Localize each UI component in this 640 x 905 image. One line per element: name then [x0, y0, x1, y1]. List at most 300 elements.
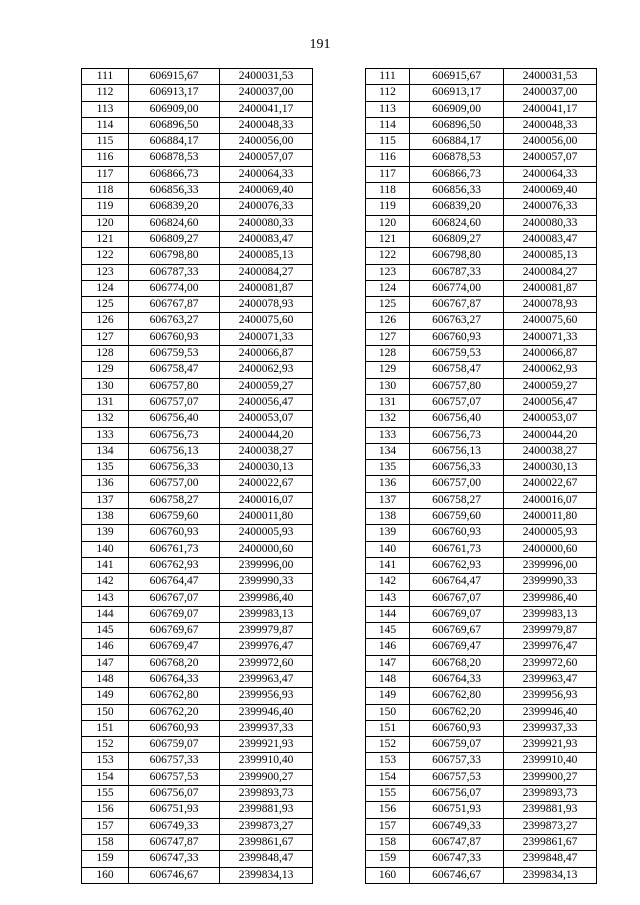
right-point-number-cell: 117	[366, 166, 410, 182]
right-x-coordinate-cell: 606763,27	[410, 313, 504, 329]
table-row	[82, 183, 597, 199]
left-point-number-cell: 150	[82, 704, 129, 720]
left-point-number-cell: 120	[82, 215, 129, 231]
column-gap	[313, 183, 366, 199]
right-y-coordinate-cell: 2399956,93	[504, 688, 597, 704]
left-x-coordinate-cell: 606749,33	[129, 818, 220, 834]
left-point-number-cell: 130	[82, 378, 129, 394]
left-x-coordinate-cell: 606760,93	[129, 720, 220, 736]
left-x-coordinate-cell: 606759,53	[129, 346, 220, 362]
table-row	[82, 378, 597, 394]
left-x-coordinate-cell: 606760,93	[129, 329, 220, 345]
right-x-coordinate-cell: 606760,93	[410, 720, 504, 736]
table-row	[82, 476, 597, 492]
table-row	[82, 525, 597, 541]
left-y-coordinate-cell: 2399946,40	[220, 704, 313, 720]
right-point-number-cell: 121	[366, 231, 410, 247]
left-y-coordinate-cell: 2400064,33	[220, 166, 313, 182]
right-x-coordinate-cell: 606839,20	[410, 199, 504, 215]
left-y-coordinate-cell: 2400037,00	[220, 85, 313, 101]
right-x-coordinate-cell: 606756,33	[410, 460, 504, 476]
left-point-number-cell: 128	[82, 346, 129, 362]
left-x-coordinate-cell: 606757,80	[129, 378, 220, 394]
left-x-coordinate-cell: 606769,47	[129, 639, 220, 655]
right-x-coordinate-cell: 606915,67	[410, 69, 504, 85]
column-gap	[313, 704, 366, 720]
left-x-coordinate-cell: 606757,53	[129, 769, 220, 785]
right-point-number-cell: 133	[366, 427, 410, 443]
right-y-coordinate-cell: 2399881,93	[504, 802, 597, 818]
right-x-coordinate-cell: 606756,40	[410, 411, 504, 427]
column-gap	[313, 867, 366, 883]
right-y-coordinate-cell: 2400083,47	[504, 231, 597, 247]
column-gap	[313, 557, 366, 573]
right-x-coordinate-cell: 606824,60	[410, 215, 504, 231]
left-point-number-cell: 141	[82, 557, 129, 573]
column-gap	[313, 378, 366, 394]
left-x-coordinate-cell: 606761,73	[129, 541, 220, 557]
left-x-coordinate-cell: 606909,00	[129, 101, 220, 117]
left-y-coordinate-cell: 2400016,07	[220, 492, 313, 508]
column-gap	[313, 101, 366, 117]
right-y-coordinate-cell: 2400080,33	[504, 215, 597, 231]
right-y-coordinate-cell: 2399910,40	[504, 753, 597, 769]
left-y-coordinate-cell: 2400053,07	[220, 411, 313, 427]
table-row	[82, 297, 597, 313]
left-x-coordinate-cell: 606757,33	[129, 753, 220, 769]
table-row	[82, 720, 597, 736]
right-x-coordinate-cell: 606759,53	[410, 346, 504, 362]
left-x-coordinate-cell: 606751,93	[129, 802, 220, 818]
column-gap	[313, 85, 366, 101]
right-x-coordinate-cell: 606757,33	[410, 753, 504, 769]
table-row	[82, 150, 597, 166]
right-point-number-cell: 111	[366, 69, 410, 85]
left-x-coordinate-cell: 606764,47	[129, 574, 220, 590]
right-point-number-cell: 134	[366, 443, 410, 459]
table-row	[82, 639, 597, 655]
right-point-number-cell: 131	[366, 394, 410, 410]
right-y-coordinate-cell: 2400062,93	[504, 362, 597, 378]
left-point-number-cell: 111	[82, 69, 129, 85]
right-y-coordinate-cell: 2400038,27	[504, 443, 597, 459]
table-row	[82, 557, 597, 573]
right-point-number-cell: 135	[366, 460, 410, 476]
left-point-number-cell: 138	[82, 509, 129, 525]
right-y-coordinate-cell: 2400030,13	[504, 460, 597, 476]
right-y-coordinate-cell: 2399900,27	[504, 769, 597, 785]
left-x-coordinate-cell: 606787,33	[129, 264, 220, 280]
left-x-coordinate-cell: 606762,93	[129, 557, 220, 573]
right-point-number-cell: 146	[366, 639, 410, 655]
right-y-coordinate-cell: 2399937,33	[504, 720, 597, 736]
column-gap	[313, 69, 366, 85]
right-point-number-cell: 158	[366, 834, 410, 850]
table-row	[82, 786, 597, 802]
right-y-coordinate-cell: 2400081,87	[504, 280, 597, 296]
left-x-coordinate-cell: 606746,67	[129, 867, 220, 883]
right-x-coordinate-cell: 606747,87	[410, 834, 504, 850]
column-gap	[313, 802, 366, 818]
column-gap	[313, 639, 366, 655]
right-x-coordinate-cell: 606757,07	[410, 394, 504, 410]
right-x-coordinate-cell: 606767,87	[410, 297, 504, 313]
left-y-coordinate-cell: 2400062,93	[220, 362, 313, 378]
left-y-coordinate-cell: 2400078,93	[220, 297, 313, 313]
table-row	[82, 443, 597, 459]
right-x-coordinate-cell: 606787,33	[410, 264, 504, 280]
column-gap	[313, 737, 366, 753]
right-x-coordinate-cell: 606764,33	[410, 671, 504, 687]
right-point-number-cell: 132	[366, 411, 410, 427]
right-x-coordinate-cell: 606751,93	[410, 802, 504, 818]
right-x-coordinate-cell: 606758,27	[410, 492, 504, 508]
left-point-number-cell: 144	[82, 606, 129, 622]
right-x-coordinate-cell: 606757,53	[410, 769, 504, 785]
left-point-number-cell: 148	[82, 671, 129, 687]
right-point-number-cell: 147	[366, 655, 410, 671]
table-row	[82, 492, 597, 508]
column-gap	[313, 688, 366, 704]
right-x-coordinate-cell: 606747,33	[410, 851, 504, 867]
left-y-coordinate-cell: 2400059,27	[220, 378, 313, 394]
left-point-number-cell: 132	[82, 411, 129, 427]
right-point-number-cell: 151	[366, 720, 410, 736]
column-gap	[313, 476, 366, 492]
table-row	[82, 769, 597, 785]
right-y-coordinate-cell: 2400084,27	[504, 264, 597, 280]
right-point-number-cell: 120	[366, 215, 410, 231]
left-y-coordinate-cell: 2399983,13	[220, 606, 313, 622]
column-gap	[313, 574, 366, 590]
left-y-coordinate-cell: 2400041,17	[220, 101, 313, 117]
right-y-coordinate-cell: 2400076,33	[504, 199, 597, 215]
right-point-number-cell: 160	[366, 867, 410, 883]
column-gap	[313, 655, 366, 671]
left-y-coordinate-cell: 2399848,47	[220, 851, 313, 867]
left-y-coordinate-cell: 2399881,93	[220, 802, 313, 818]
left-point-number-cell: 152	[82, 737, 129, 753]
table-row	[82, 231, 597, 247]
right-x-coordinate-cell: 606760,93	[410, 329, 504, 345]
table-row	[82, 590, 597, 606]
right-y-coordinate-cell: 2400057,07	[504, 150, 597, 166]
right-point-number-cell: 136	[366, 476, 410, 492]
column-gap	[313, 720, 366, 736]
right-x-coordinate-cell: 606909,00	[410, 101, 504, 117]
column-gap	[313, 427, 366, 443]
right-y-coordinate-cell: 2400078,93	[504, 297, 597, 313]
table-row	[82, 117, 597, 133]
left-x-coordinate-cell: 606757,00	[129, 476, 220, 492]
table-row	[82, 671, 597, 687]
left-x-coordinate-cell: 606866,73	[129, 166, 220, 182]
right-x-coordinate-cell: 606756,07	[410, 786, 504, 802]
left-x-coordinate-cell: 606756,07	[129, 786, 220, 802]
coordinates-table	[81, 68, 597, 884]
column-gap	[313, 834, 366, 850]
right-point-number-cell: 116	[366, 150, 410, 166]
column-gap	[313, 150, 366, 166]
table-row	[82, 69, 597, 85]
left-x-coordinate-cell: 606768,20	[129, 655, 220, 671]
table-row	[82, 737, 597, 753]
left-point-number-cell: 121	[82, 231, 129, 247]
left-point-number-cell: 133	[82, 427, 129, 443]
column-gap	[313, 280, 366, 296]
left-point-number-cell: 124	[82, 280, 129, 296]
left-x-coordinate-cell: 606769,67	[129, 623, 220, 639]
left-point-number-cell: 115	[82, 134, 129, 150]
table-row	[82, 753, 597, 769]
right-x-coordinate-cell: 606809,27	[410, 231, 504, 247]
left-x-coordinate-cell: 606762,80	[129, 688, 220, 704]
table-row	[82, 215, 597, 231]
left-x-coordinate-cell: 606763,27	[129, 313, 220, 329]
column-gap	[313, 509, 366, 525]
column-gap	[313, 134, 366, 150]
right-x-coordinate-cell: 606762,93	[410, 557, 504, 573]
left-point-number-cell: 125	[82, 297, 129, 313]
left-y-coordinate-cell: 2400057,07	[220, 150, 313, 166]
right-point-number-cell: 144	[366, 606, 410, 622]
column-gap	[313, 411, 366, 427]
left-point-number-cell: 117	[82, 166, 129, 182]
table-row	[82, 460, 597, 476]
right-x-coordinate-cell: 606756,73	[410, 427, 504, 443]
table-row	[82, 85, 597, 101]
right-point-number-cell: 143	[366, 590, 410, 606]
left-x-coordinate-cell: 606767,87	[129, 297, 220, 313]
right-x-coordinate-cell: 606764,47	[410, 574, 504, 590]
table-row	[82, 851, 597, 867]
left-x-coordinate-cell: 606758,47	[129, 362, 220, 378]
left-y-coordinate-cell: 2400069,40	[220, 183, 313, 199]
left-point-number-cell: 112	[82, 85, 129, 101]
left-x-coordinate-cell: 606839,20	[129, 199, 220, 215]
right-y-coordinate-cell: 2400056,47	[504, 394, 597, 410]
right-x-coordinate-cell: 606757,00	[410, 476, 504, 492]
left-point-number-cell: 116	[82, 150, 129, 166]
right-y-coordinate-cell: 2400011,80	[504, 509, 597, 525]
right-x-coordinate-cell: 606913,17	[410, 85, 504, 101]
left-y-coordinate-cell: 2399963,47	[220, 671, 313, 687]
left-x-coordinate-cell: 606878,53	[129, 150, 220, 166]
table-row	[82, 346, 597, 362]
right-y-coordinate-cell: 2400053,07	[504, 411, 597, 427]
left-x-coordinate-cell: 606809,27	[129, 231, 220, 247]
left-point-number-cell: 136	[82, 476, 129, 492]
left-point-number-cell: 159	[82, 851, 129, 867]
column-gap	[313, 525, 366, 541]
column-gap	[313, 623, 366, 639]
column-gap	[313, 818, 366, 834]
left-y-coordinate-cell: 2400083,47	[220, 231, 313, 247]
left-x-coordinate-cell: 606747,87	[129, 834, 220, 850]
right-y-coordinate-cell: 2399861,67	[504, 834, 597, 850]
left-y-coordinate-cell: 2399921,93	[220, 737, 313, 753]
left-point-number-cell: 139	[82, 525, 129, 541]
column-gap	[313, 671, 366, 687]
right-x-coordinate-cell: 606769,67	[410, 623, 504, 639]
left-y-coordinate-cell: 2400076,33	[220, 199, 313, 215]
left-x-coordinate-cell: 606896,50	[129, 117, 220, 133]
right-x-coordinate-cell: 606762,80	[410, 688, 504, 704]
left-y-coordinate-cell: 2399979,87	[220, 623, 313, 639]
left-point-number-cell: 113	[82, 101, 129, 117]
left-y-coordinate-cell: 2399956,93	[220, 688, 313, 704]
table-row	[82, 509, 597, 525]
right-x-coordinate-cell: 606759,07	[410, 737, 504, 753]
right-y-coordinate-cell: 2399990,33	[504, 574, 597, 590]
right-y-coordinate-cell: 2400056,00	[504, 134, 597, 150]
right-point-number-cell: 157	[366, 818, 410, 834]
table-row	[82, 427, 597, 443]
right-y-coordinate-cell: 2400000,60	[504, 541, 597, 557]
right-y-coordinate-cell: 2399979,87	[504, 623, 597, 639]
left-point-number-cell: 160	[82, 867, 129, 883]
left-point-number-cell: 156	[82, 802, 129, 818]
right-y-coordinate-cell: 2400075,60	[504, 313, 597, 329]
right-y-coordinate-cell: 2400071,33	[504, 329, 597, 345]
right-point-number-cell: 140	[366, 541, 410, 557]
left-x-coordinate-cell: 606762,20	[129, 704, 220, 720]
right-y-coordinate-cell: 2399893,73	[504, 786, 597, 802]
right-point-number-cell: 122	[366, 248, 410, 264]
right-point-number-cell: 159	[366, 851, 410, 867]
right-y-coordinate-cell: 2400031,53	[504, 69, 597, 85]
left-x-coordinate-cell: 606759,60	[129, 509, 220, 525]
right-x-coordinate-cell: 606746,67	[410, 867, 504, 883]
right-y-coordinate-cell: 2400085,13	[504, 248, 597, 264]
right-y-coordinate-cell: 2399972,60	[504, 655, 597, 671]
right-x-coordinate-cell: 606774,00	[410, 280, 504, 296]
column-gap	[313, 329, 366, 345]
left-y-coordinate-cell: 2400048,33	[220, 117, 313, 133]
left-y-coordinate-cell: 2399990,33	[220, 574, 313, 590]
left-x-coordinate-cell: 606769,07	[129, 606, 220, 622]
right-x-coordinate-cell: 606768,20	[410, 655, 504, 671]
left-y-coordinate-cell: 2400005,93	[220, 525, 313, 541]
right-point-number-cell: 125	[366, 297, 410, 313]
left-point-number-cell: 131	[82, 394, 129, 410]
right-point-number-cell: 154	[366, 769, 410, 785]
left-point-number-cell: 151	[82, 720, 129, 736]
table-row	[82, 655, 597, 671]
left-point-number-cell: 137	[82, 492, 129, 508]
column-gap	[313, 362, 366, 378]
table-row	[82, 101, 597, 117]
left-point-number-cell: 158	[82, 834, 129, 850]
table-row	[82, 541, 597, 557]
table-row	[82, 329, 597, 345]
left-point-number-cell: 129	[82, 362, 129, 378]
left-point-number-cell: 143	[82, 590, 129, 606]
column-gap	[313, 541, 366, 557]
column-gap	[313, 248, 366, 264]
right-point-number-cell: 138	[366, 509, 410, 525]
left-x-coordinate-cell: 606756,40	[129, 411, 220, 427]
left-point-number-cell: 140	[82, 541, 129, 557]
right-y-coordinate-cell: 2400044,20	[504, 427, 597, 443]
right-y-coordinate-cell: 2399976,47	[504, 639, 597, 655]
left-point-number-cell: 114	[82, 117, 129, 133]
right-y-coordinate-cell: 2399873,27	[504, 818, 597, 834]
left-y-coordinate-cell: 2399893,73	[220, 786, 313, 802]
right-point-number-cell: 118	[366, 183, 410, 199]
left-x-coordinate-cell: 606756,73	[129, 427, 220, 443]
right-y-coordinate-cell: 2400037,00	[504, 85, 597, 101]
right-y-coordinate-cell: 2400059,27	[504, 378, 597, 394]
right-point-number-cell: 123	[366, 264, 410, 280]
right-y-coordinate-cell: 2400022,67	[504, 476, 597, 492]
column-gap	[313, 117, 366, 133]
column-gap	[313, 215, 366, 231]
left-point-number-cell: 147	[82, 655, 129, 671]
left-y-coordinate-cell: 2400081,87	[220, 280, 313, 296]
left-y-coordinate-cell: 2400085,13	[220, 248, 313, 264]
right-x-coordinate-cell: 606767,07	[410, 590, 504, 606]
left-point-number-cell: 118	[82, 183, 129, 199]
column-gap	[313, 851, 366, 867]
column-gap	[313, 199, 366, 215]
column-gap	[313, 786, 366, 802]
column-gap	[313, 460, 366, 476]
right-y-coordinate-cell: 2400041,17	[504, 101, 597, 117]
column-gap	[313, 394, 366, 410]
left-y-coordinate-cell: 2400066,87	[220, 346, 313, 362]
right-x-coordinate-cell: 606749,33	[410, 818, 504, 834]
right-y-coordinate-cell: 2399921,93	[504, 737, 597, 753]
table-row	[82, 623, 597, 639]
left-y-coordinate-cell: 2400022,67	[220, 476, 313, 492]
left-x-coordinate-cell: 606756,33	[129, 460, 220, 476]
table-row	[82, 248, 597, 264]
table-row	[82, 411, 597, 427]
right-x-coordinate-cell: 606762,20	[410, 704, 504, 720]
left-point-number-cell: 157	[82, 818, 129, 834]
left-y-coordinate-cell: 2400075,60	[220, 313, 313, 329]
left-point-number-cell: 145	[82, 623, 129, 639]
table-row	[82, 574, 597, 590]
left-point-number-cell: 149	[82, 688, 129, 704]
left-x-coordinate-cell: 606824,60	[129, 215, 220, 231]
left-y-coordinate-cell: 2399976,47	[220, 639, 313, 655]
right-point-number-cell: 139	[366, 525, 410, 541]
right-point-number-cell: 155	[366, 786, 410, 802]
left-y-coordinate-cell: 2399972,60	[220, 655, 313, 671]
left-point-number-cell: 154	[82, 769, 129, 785]
column-gap	[313, 231, 366, 247]
right-point-number-cell: 113	[366, 101, 410, 117]
left-y-coordinate-cell: 2400080,33	[220, 215, 313, 231]
right-y-coordinate-cell: 2399963,47	[504, 671, 597, 687]
right-point-number-cell: 150	[366, 704, 410, 720]
left-point-number-cell: 126	[82, 313, 129, 329]
left-x-coordinate-cell: 606798,80	[129, 248, 220, 264]
right-x-coordinate-cell: 606856,33	[410, 183, 504, 199]
right-point-number-cell: 127	[366, 329, 410, 345]
right-y-coordinate-cell: 2399996,00	[504, 557, 597, 573]
column-gap	[313, 443, 366, 459]
left-y-coordinate-cell: 2400011,80	[220, 509, 313, 525]
table-row	[82, 818, 597, 834]
table-row	[82, 166, 597, 182]
left-x-coordinate-cell: 606913,17	[129, 85, 220, 101]
left-x-coordinate-cell: 606915,67	[129, 69, 220, 85]
right-x-coordinate-cell: 606769,07	[410, 606, 504, 622]
table-row	[82, 834, 597, 850]
